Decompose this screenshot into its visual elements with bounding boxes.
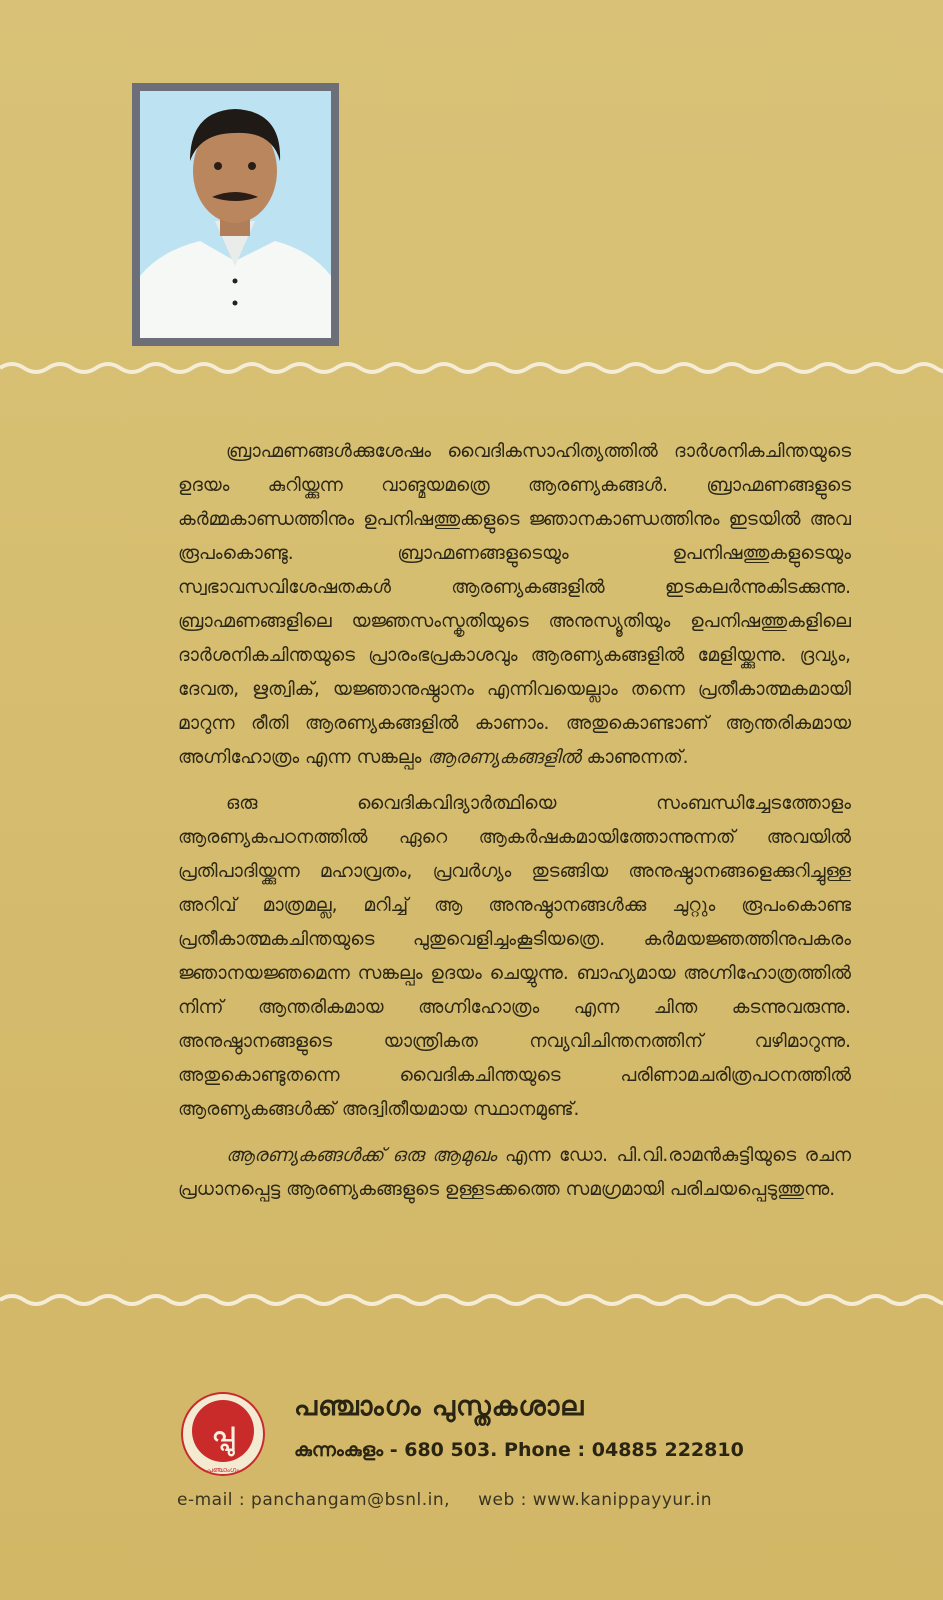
publisher-contact bbox=[177, 1490, 712, 1510]
publisher-address: കുന്നംകുളം - 680 503. Phone : 04885 222810 bbox=[294, 1439, 744, 1461]
paragraph-1-text: ബ്രാഹ്മണങ്ങൾക്കുശേഷം വൈദികസാഹിത്യത്തിൽ ദാർശനികചിന്തയുടെ ഉദയം കുറിയ്ക്കുന്ന വാങ്മയമത്രെ ആരണ്യകങ്ങൾ. ബ്രാഹ്മണങ്ങളുടെ കർമ്മകാണ്ഡത്തിനും ഉപനിഷത്തുക്കളുടെ ജ്ഞാനകാണ്ഡത്തിനും ഇടയിൽ അവ രൂപംകൊണ്ടു. ബ്രാഹ്മണങ്ങളുടെയും ഉപനിഷത്തുകളുടെയും സ്വഭാവസവിശേഷതകൾ ആരണ്യകങ്ങളിൽ ഇടകലർന്നുകിടക്കുന്നു. ബ്രാഹ്മണങ്ങളിലെ യജ്ഞസംസ്കൃതിയുടെ അനുസ്യൂതിയും ഉപനിഷത്തുകളിലെ ദാർശനികചിന്തയുടെ പ്രാരംഭപ്രകാശവും ആരണ്യകങ്ങളിൽ മേളിയ്ക്കുന്നു. ദ്രവ്യം, ദേവത, ഋത്വിക്, യജ്ഞാനുഷ്ഠാനം എന്നിവയെല്ലാം തന്നെ പ്രതീകാത്മകമായി മാറുന്ന രീതി ആരണ്യകങ്ങളിൽ കാണാം. അതുകൊണ്ടാണ് ആന്തരികമായ അഗ്നിഹോത്രം എന്ന സങ്കല്പം bbox=[178, 441, 851, 768]
paragraph-1 bbox=[178, 435, 851, 775]
author-portrait-illustration bbox=[140, 91, 331, 338]
paragraph-3-text: എന്ന ഡോ. പി.വി.രാമൻകുട്ടിയുടെ രചന പ്രധാനപ്പെട്ട ആരണ്യകങ്ങളുടെ ഉള്ളടക്കത്തെ സമഗ്രമായി പരിചയപ്പെടുത്തുന്നു. bbox=[178, 1145, 851, 1200]
logo-ring-text: പഞ്ചാംഗം bbox=[206, 1466, 240, 1474]
paragraph-1-tail: കാണുന്നത്. bbox=[586, 747, 689, 768]
paragraph-1-italic: ആരണ്യകങ്ങളിൽ bbox=[427, 747, 581, 768]
book-title-italic: ആരണ്യകങ്ങൾക്ക് ഒരു ആമുഖം bbox=[226, 1145, 497, 1166]
author-photo-frame bbox=[132, 83, 339, 346]
author-photo bbox=[140, 91, 331, 338]
publisher-logo bbox=[180, 1391, 266, 1477]
blurb-text bbox=[178, 435, 851, 1219]
paragraph-2: ഒരു വൈദികവിദ്യാർത്ഥിയെ സംബന്ധിച്ചേടത്തോളം ആരണ്യകപഠനത്തിൽ ഏറെ ആകർഷകമായിത്തോന്നുന്നത് അവയിൽ പ്രതിപാദിയ്ക്കുന്ന മഹാവ്രതം, പ്രവർഗ്യം തുടങ്ങിയ അനുഷ്ഠാനങ്ങളെക്കുറിച്ചുള്ള അറിവ് മാത്രമല്ല, മറിച്ച് ആ അനുഷ്ഠാനങ്ങൾക്കു ചുറ്റും രൂപംകൊണ്ട പ്രതീകാത്മകചിന്തയുടെ പുതുവെളിച്ചംകൂടിയത്രെ. കർമയജ്ഞത്തിനുപകരം ജ്ഞാനയജ്ഞമെന്ന സങ്കല്പം ഉദയം ചെയ്യുന്നു. ബാഹ്യമായ അഗ്നിഹോത്രത്തിൽ നിന്ന് ആന്തരികമായ അഗ്നിഹോത്രം എന്ന ചിന്ത കടന്നുവരുന്നു. അനുഷ്ഠാനങ്ങളുടെ യാന്ത്രികത നവ്യവിചിന്തനത്തിന് വഴിമാറുന്നു. അതുകൊണ്ടുതന്നെ വൈദികചിന്തയുടെ പരിണാമചരിത്രപഠനത്തിൽ ആരണ്യകങ്ങൾക്ക് അദ്വിതീയമായ സ്ഥാനമുണ്ട്. bbox=[178, 793, 851, 1120]
publisher-email: e-mail : panchangam@bsnl.in, bbox=[177, 1490, 451, 1510]
publisher-web: web : www.kanippayyur.in bbox=[478, 1490, 713, 1510]
bottom-wave-divider bbox=[0, 1290, 943, 1310]
top-wave-divider bbox=[0, 358, 943, 378]
publisher-name: പഞ്ചാംഗം പുസ്തകശാല bbox=[294, 1391, 585, 1422]
logo-glyph: പ്പു bbox=[211, 1418, 235, 1448]
paragraph-3 bbox=[178, 1139, 851, 1207]
